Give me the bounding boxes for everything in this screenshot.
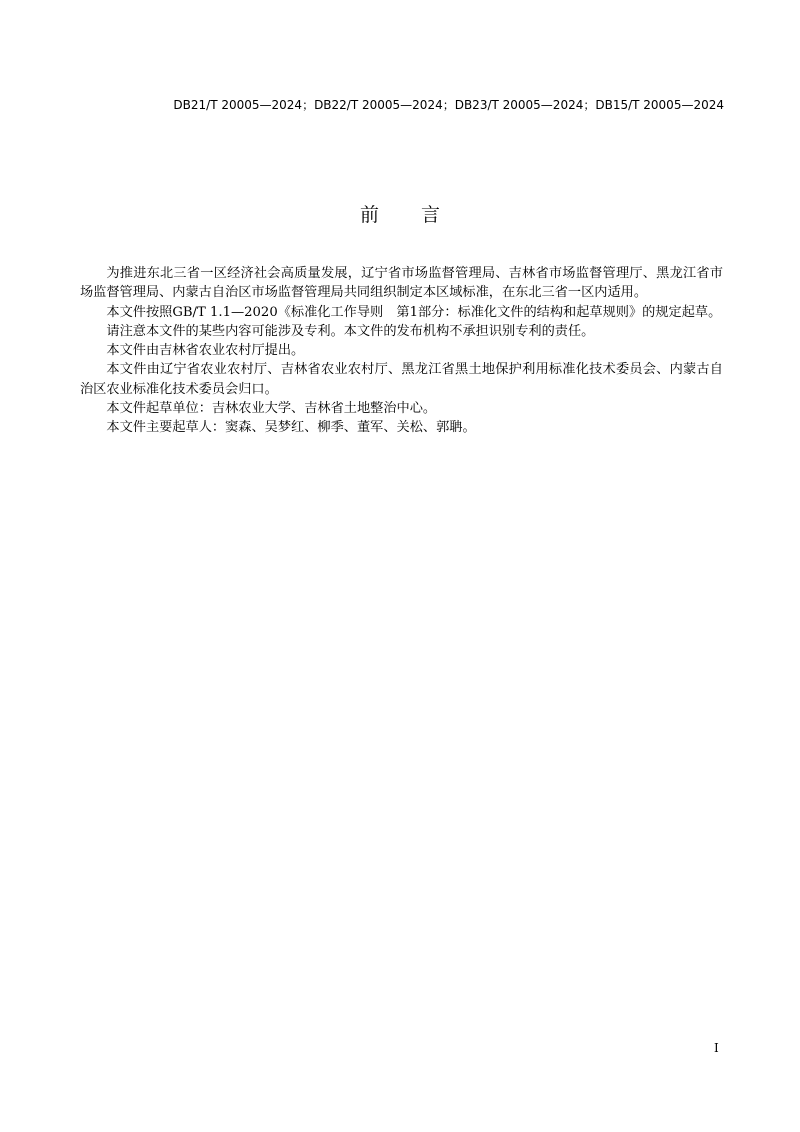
foreword-body: [80, 264, 723, 438]
paragraph-patent-notice: 请注意本文件的某些内容可能涉及专利。本文件的发布机构不承担识别专利的责任。: [106, 323, 595, 339]
paragraph-proposer: 本文件由吉林省农业农村厅提出。: [106, 343, 305, 359]
standard-code-header: DB21/T 20005—2024；DB22/T 20005—2024；DB23/T 20005—2024；DB15/T 20005—2024: [173, 98, 724, 112]
page-title: [0, 200, 800, 227]
title-char-2: 言: [421, 204, 441, 226]
paragraph-administrator: 本文件由辽宁省农业农村厅、吉林省农业农村厅、黑龙江省黑土地保护利用标准化技术委员会、内蒙古自治区农业标准化技术委员会归口。: [80, 362, 723, 397]
title-char-1: 前: [359, 204, 379, 226]
paragraph-drafting-rules: 本文件按照GB/T 1.1—2020《标准化工作导则 第1部分：标准化文件的结构和起草规则》的规定起草。: [106, 304, 722, 320]
paragraph-drafting-units: 本文件起草单位：吉林农业大学、吉林省土地整治中心。: [106, 401, 437, 417]
paragraph-purpose: 为推进东北三省一区经济社会高质量发展，辽宁省市场监督管理局、吉林省市场监督管理厅、黑龙江省市场监督管理局、内蒙古自治区市场监督管理局共同组织制定本区域标准，在东北三省一区内适用。: [80, 266, 723, 301]
paragraph-drafters: 本文件主要起草人：窦森、吴梦红、柳季、董军、关松、郭聃。: [106, 420, 476, 436]
page-number: I: [714, 1041, 719, 1055]
